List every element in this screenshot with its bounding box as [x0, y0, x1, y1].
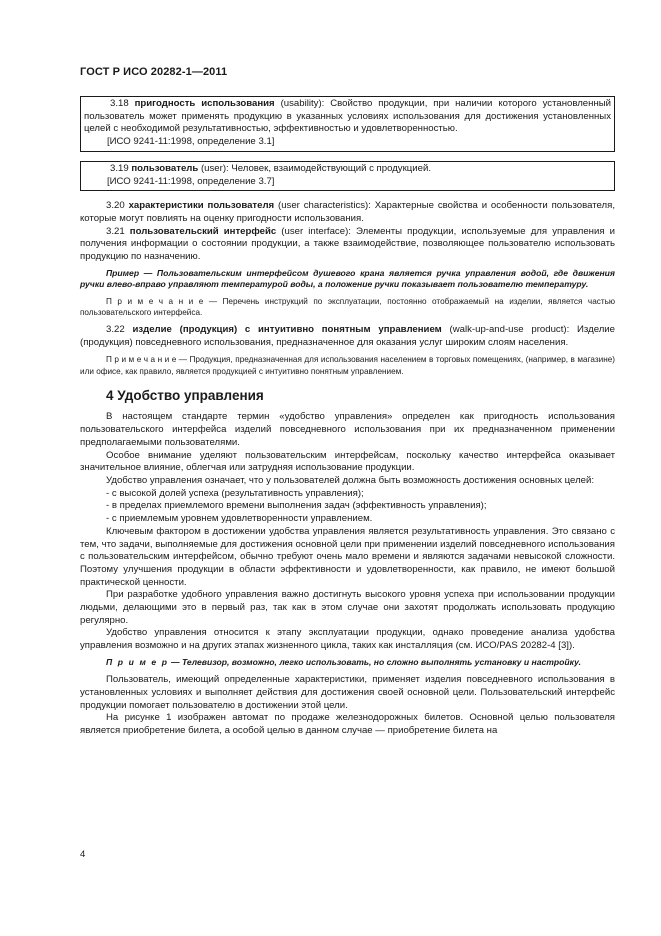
paragraph: При разработке удобного управления важно достигнуть высокого уровня успеха при использовании продукции людьми, делающими это в первый раз, так как в этом случае они захотят продолжать использовать продукцию регулярно. — [80, 589, 615, 626]
definition-box-3-18 — [80, 96, 615, 152]
term: пользователь — [131, 162, 199, 174]
definition-3-21: 3.21 пользовательский интерфейс (user interface): Элементы продукции, используемые для управления и получения информации о состоянии продукции, а также взаимодействие, позволяющее пользователю использовать продукцию по назначению. — [80, 225, 615, 263]
example-section-4: П р и м е р — Телевизор, возможно, легко использовать, но сложно выполнять установку и настройку. — [106, 656, 581, 667]
section-4-title: 4 Удобство управления — [106, 387, 264, 403]
paragraph: Особое внимание уделяют пользовательским интерфейсам, поскольку качество интерфейса оказывает значительное влияние, облегчая или затрудняя использование продукции. — [80, 449, 615, 474]
definition-box-3-19 — [80, 161, 615, 191]
paragraph: Удобство управления относится к этапу эксплуатации продукции, однако проведение анализа удобства управления возможно и на других этапах жизненного цикла, таких как инсталляция (см. ИСО/PAS 20282-4 [3]). — [80, 627, 615, 652]
paragraph: Удобство управления означает, что у пользователей должна быть возможность достижения основных целей: — [106, 474, 595, 486]
page-number: 4 — [80, 849, 86, 860]
list-item: - в пределах приемлемого времени выполнения задач (эффективность управления); — [106, 500, 487, 512]
definition-3-22: 3.22 изделие (продукция) с интуитивно понятным управлением (walk-up-and-use product): Изделие (продукция) повседневного использования, предназначенное для оказания услуг широким слоям населения. — [80, 323, 616, 348]
note-3-22: П р и м е ч а н и е — Продукция, предназначенная для использования населением в торговых помещениях, (например, в магазине) или офисе, как правило, является продукцией с интуитивно понятным управлением. — [80, 355, 615, 376]
definition-3-18: 3.18 пригодность использования (usability): Свойство продукции, при наличии которого установленный пользователь может применять продукцию в указанных условиях использования для достижения установленных целей с необходимой результативностью, эффективностью и удовлетворенностью. — [84, 98, 611, 135]
list-item: - с приемлемым уровнем удовлетворенности управлением. — [106, 513, 373, 525]
page-header: ГОСТ Р ИСО 20282-1—2011 — [80, 66, 228, 78]
list-item: - с высокой долей успеха (результативность управления); — [106, 487, 364, 499]
definition-source: [ИСО 9241-11:1998, определение 3.7] — [107, 175, 275, 187]
paragraph: Ключевым фактором в достижении удобства управления является результативность управления. Это связано с тем, что задачи, выполняемые для достижения основной цели при применении изделий повседневного использования с пользовательским интерфейсом, обычно требуют очень мало времени и являются задачами невысокой сложности. Поэтому улучшения продукции в области эффективности и удовлетворенности, как правило, не имеют большой практической ценности. — [80, 525, 615, 588]
note-3-21: П р и м е ч а н и е — Перечень инструкций по эксплуатации, постоянно отображаемый на изделии, является частью пользовательского интерфейса. — [80, 296, 615, 317]
term: пригодность использования — [134, 98, 275, 109]
definition-3-19: 3.19 пользователь (user): Человек, взаимодействующий с продукцией. — [110, 162, 432, 174]
definition-source: [ИСО 9241-11:1998, определение 3.1] — [107, 136, 275, 148]
example-3-21: Пример — Пользовательским интерфейсом душевого крана является ручка управления водой, где движения ручки влево-вправо управляют температурой воды, а положение ручки показывает пользователю температуру. — [80, 267, 615, 290]
page-content — [80, 96, 615, 738]
paragraph: В настоящем стандарте термин «удобство управления» определен как пригодность использования пользовательского интерфейса изделий повседневного использования при их предназначенном применении предполагаемыми пользователями. — [80, 411, 615, 448]
paragraph: На рисунке 1 изображен автомат по продаже железнодорожных билетов. Основной целью пользователя является приобретение билета, а особой целью в данном случае — приобретение билета на — [80, 712, 615, 737]
definition-3-20: 3.20 характеристики пользователя (user characteristics): Характерные свойства и особенности пользователя, которые могут повлиять на оценку пригодности использования. — [80, 200, 616, 224]
term: изделие (продукция) с интуитивно понятным управлением — [132, 323, 442, 335]
paragraph: Пользователь, имеющий определенные характеристики, применяет изделия повседневного использования в установленных условиях и выполняет действия для достижения своей основной цели. Пользовательский интерфейс продукции помогает пользователю в достижении этой цели. — [80, 674, 615, 711]
term: пользовательский интерфейс — [129, 225, 277, 237]
term: характеристики пользователя — [128, 200, 275, 212]
